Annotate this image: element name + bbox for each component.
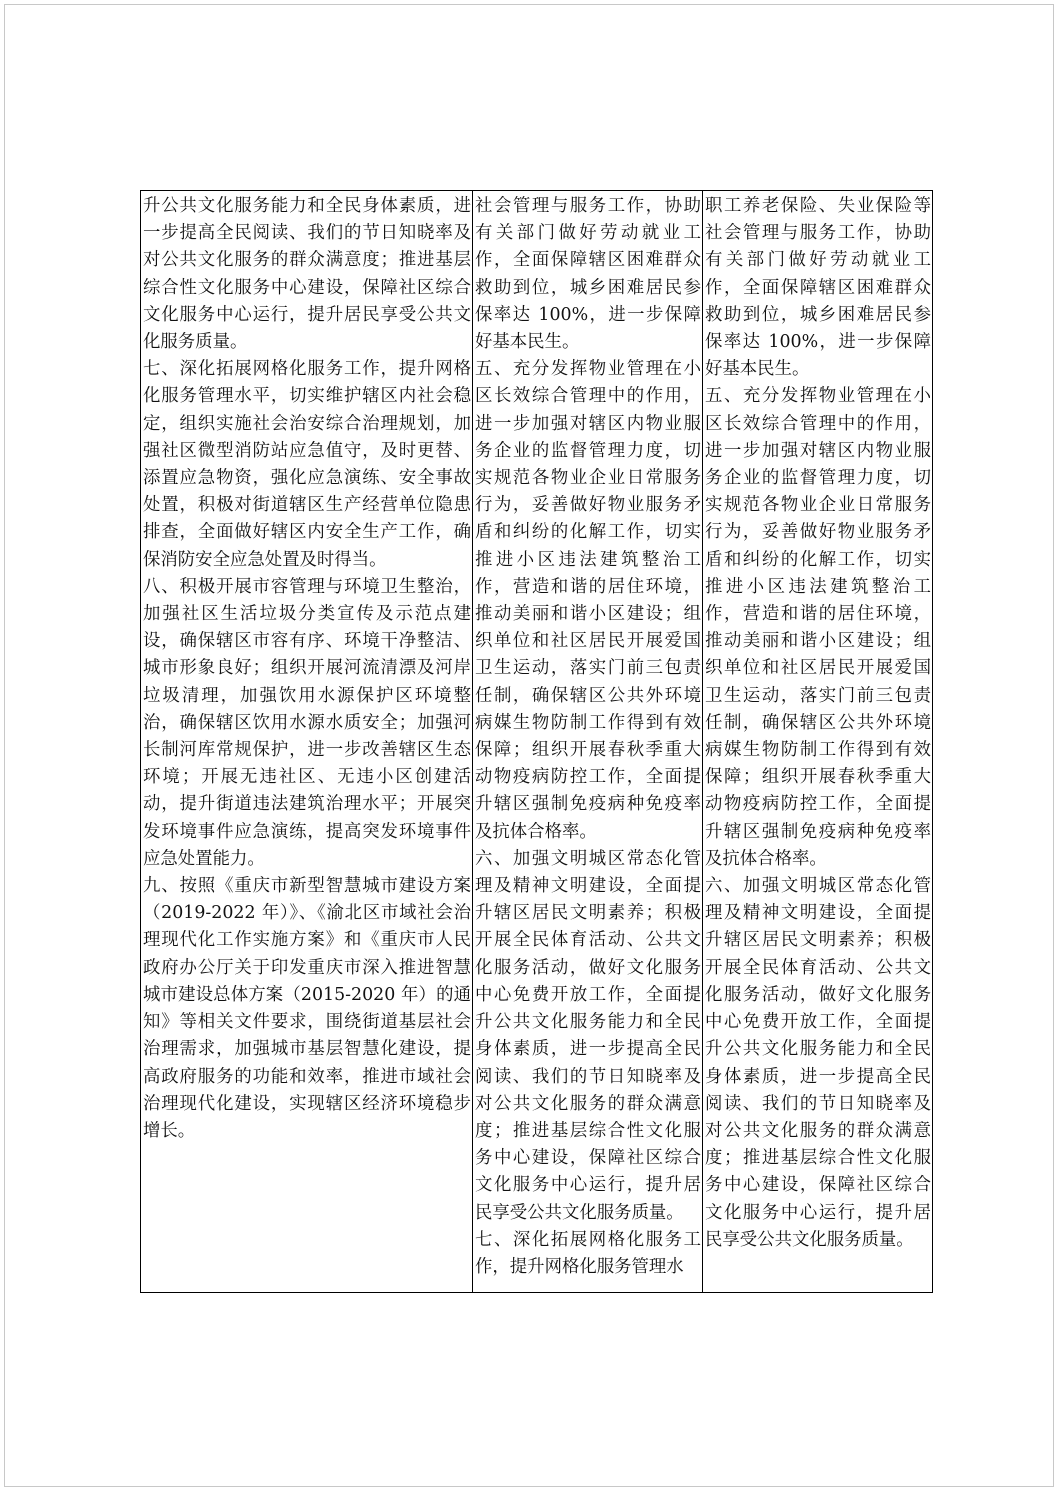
paragraph: 六、加强文明城区常态化管理及精神文明建设，全面提升辖区居民文明素养；积极开展全民体育活动、公共文化服务活动，做好文化服务中心免费开放工作，全面提升公共文化服务能力和全民身体素质，进一步提高全民阅读、我们的节日知晓率及对公共文化服务的群众满意度；推进基层综合性文化服务中心建设，保障社区综合文化服务中心运行，提升居民享受公共文化服务质量。 [475,848,701,1223]
paragraph: 七、深化拓展网格化服务工作，提升网格化服务管理水 [475,1229,701,1277]
paragraph: 六、加强文明城区常态化管理及精神文明建设，全面提升辖区居民文明素养；积极开展全民体育活动、公共文化服务活动，做好文化服务中心免费开放工作，全面提升公共文化服务能力和全民身体素质，进一步提高全民阅读、我们的节日知晓率及对公共文化服务的群众满意度；推进基层综合性文化服务中心建设，保障社区综合文化服务中心运行，提升居民享受公共文化服务质量。 [705,876,931,1250]
table-row [141,191,933,1293]
document-table [140,190,933,1293]
paragraph: 社会管理与服务工作，协助有关部门做好劳动就业工作，全面保障辖区困难群众救助到位，城乡困难居民参保率达 100%，进一步保障好基本民生。 [475,196,701,353]
paragraph: 八、积极开展市容管理与环境卫生整治，加强社区生活垃圾分类宣传及示范点建设，确保辖区市容有序、环境干净整洁、城市形象良好；组织开展河流清漂及河岸垃圾清理，加强饮用水源保护区环境整治，确保辖区饮用水源水质安全；加强河长制河库常规保护，进一步改善辖区生态环境；开展无违社区、无违小区创建活动，提升街道违法建筑治理水平；开展突发环境事件应急演练，提高突发环境事件应急处置能力。 [143,576,471,869]
table-cell-column-1 [141,191,473,1293]
paragraph: 职工养老保险、失业保险等社会管理与服务工作，协助有关部门做好劳动就业工作，全面保障辖区困难群众救助到位，城乡困难居民参保率达 100%，进一步保障好基本民生。 [705,196,931,380]
paragraph: 七、深化拓展网格化服务工作，提升网格化服务管理水平，切实维护辖区内社会稳定，组织实施社会治安综合治理规划，加强社区微型消防站应急值守，及时更替、添置应急物资，强化应急演练、安全事故处置，积极对街道辖区生产经营单位隐患排查，全面做好辖区内安全生产工作，确保消防安全应急处置及时得当。 [143,359,471,570]
table-cell-column-2 [473,191,703,1293]
paragraph: 九、按照《重庆市新型智慧城市建设方案（2019-2022 年）》、《渝北区市域社会治理现代化工作实施方案》和《重庆市人民政府办公厅关于印发重庆市深入推进智慧城市建设总体方案（2015-2020 年）的通知》等相关文件要求，围绕街道基层社会治理需求，加强城市基层智慧化建设，提高政府服务的功能和效率，推进市域社会治理现代化建设，实现辖区经济环境稳步增长。 [143,876,471,1141]
paragraph: 五、充分发挥物业管理在小区长效综合管理中的作用，进一步加强对辖区内物业服务企业的监督管理力度，切实规范各物业企业日常服务行为，妥善做好物业服务矛盾和纠纷的化解工作，切实推进小区违法建筑整治工作，营造和谐的居住环境，推动美丽和谐小区建设；组织单位和社区居民开展爱国卫生运动，落实门前三包责任制，确保辖区公共外环境病媒生物防制工作得到有效保障；组织开展春秋季重大动物疫病防控工作，全面提升辖区强制免疫病种免疫率及抗体合格率。 [705,386,931,869]
paragraph: 升公共文化服务能力和全民身体素质，进一步提高全民阅读、我们的节日知晓率及对公共文化服务的群众满意度；推进基层综合性文化服务中心建设，保障社区综合文化服务中心运行，提升居民享受公共文化服务质量。 [143,196,471,353]
table-cell-column-3 [703,191,933,1293]
paragraph: 五、充分发挥物业管理在小区长效综合管理中的作用，进一步加强对辖区内物业服务企业的监督管理力度，切实规范各物业企业日常服务行为，妥善做好物业服务矛盾和纠纷的化解工作，切实推进小区违法建筑整治工作，营造和谐的居住环境，推动美丽和谐小区建设；组织单位和社区居民开展爱国卫生运动，落实门前三包责任制，确保辖区公共外环境病媒生物防制工作得到有效保障；组织开展春秋季重大动物疫病防控工作，全面提升辖区强制免疫病种免疫率及抗体合格率。 [475,359,701,842]
